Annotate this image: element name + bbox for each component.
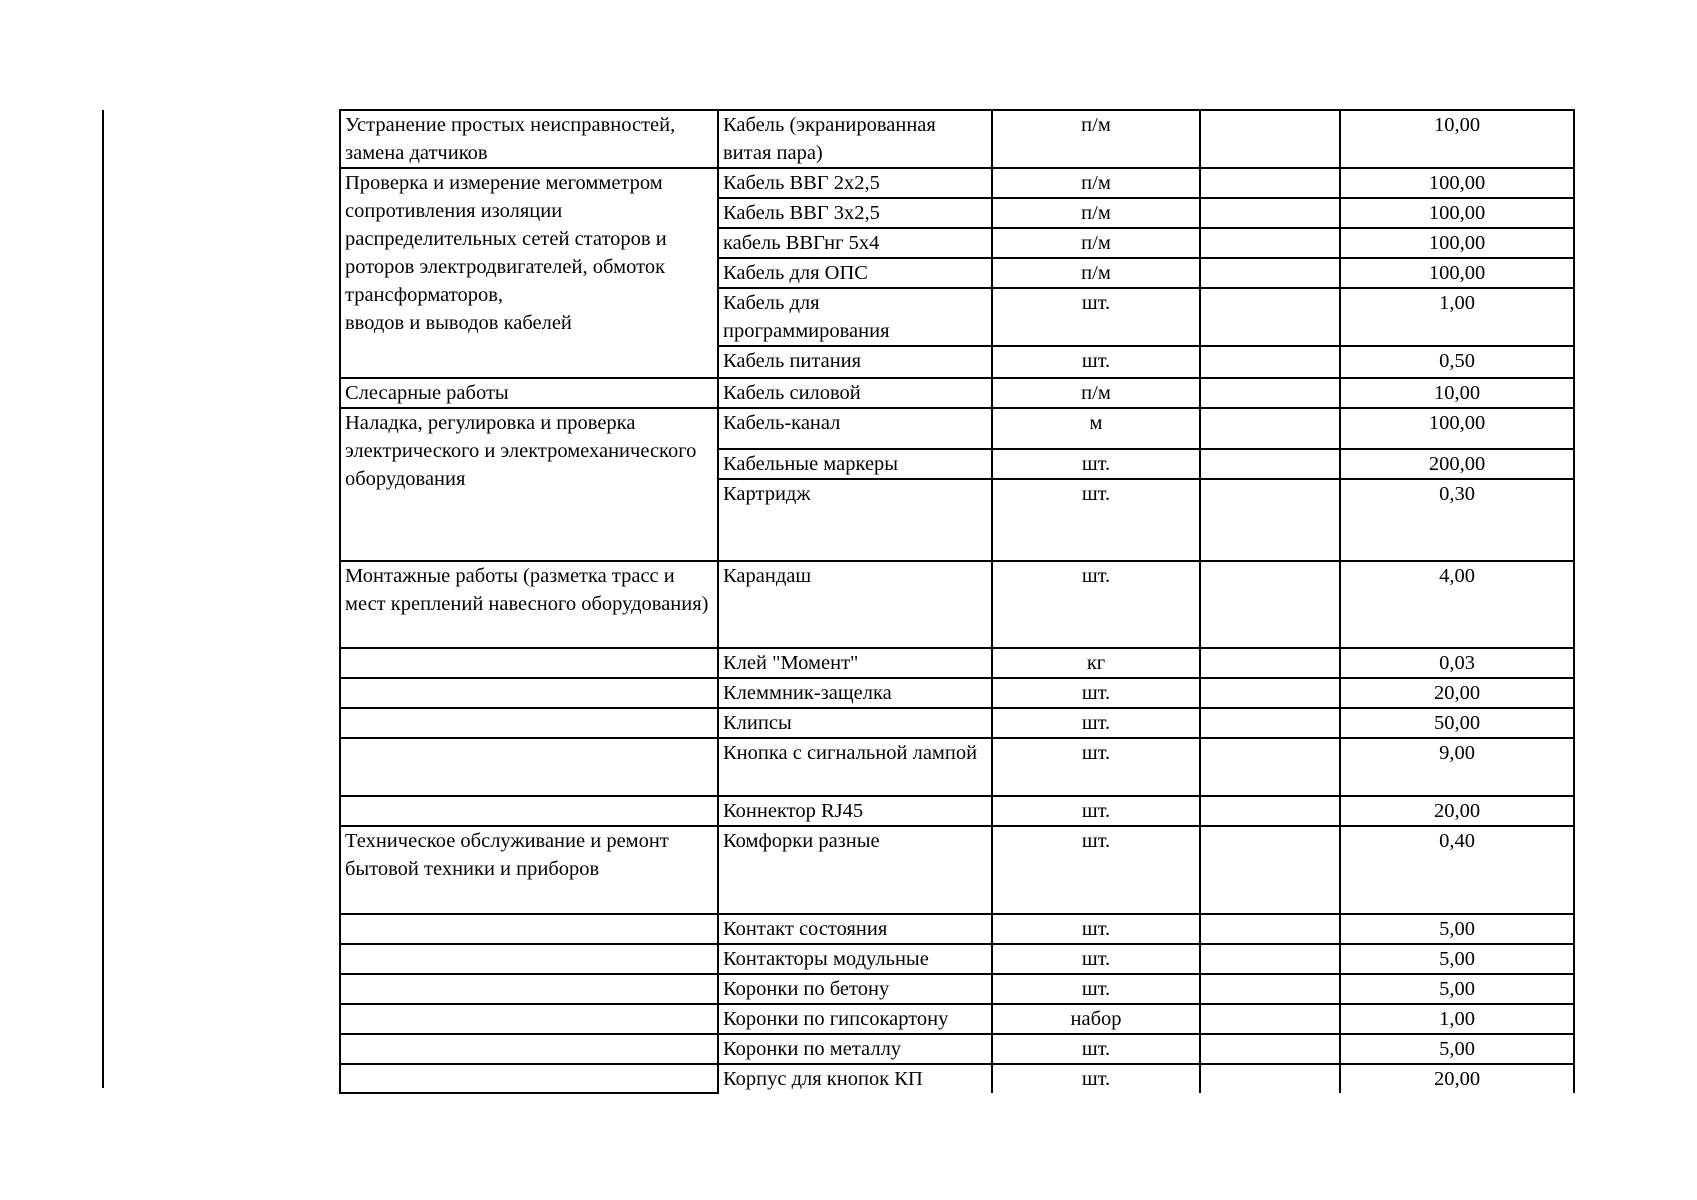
- empty-cell: [1200, 1004, 1340, 1034]
- qty-cell: 100,00: [1340, 228, 1574, 258]
- qty-cell: 0,30: [1340, 479, 1574, 561]
- unit-cell: п/м: [992, 198, 1200, 228]
- empty-cell: [1200, 648, 1340, 678]
- empty-cell: [1200, 738, 1340, 796]
- empty-cell: [1200, 944, 1340, 974]
- empty-cell: [1200, 110, 1340, 168]
- material-cell: Картридж: [718, 479, 992, 561]
- qty-cell: 100,00: [1340, 408, 1574, 449]
- qty-cell: 0,40: [1340, 826, 1574, 914]
- material-cell: Кабель-канал: [718, 408, 992, 449]
- material-cell: Коннектор RJ45: [718, 796, 992, 826]
- empty-cell: [1200, 288, 1340, 346]
- material-cell: Коронки по бетону: [718, 974, 992, 1004]
- qty-cell: 10,00: [1340, 110, 1574, 168]
- qty-cell: 20,00: [1340, 678, 1574, 708]
- table-row: [340, 110, 1574, 168]
- empty-cell: [1200, 708, 1340, 738]
- table-row: [340, 1004, 1574, 1034]
- empty-cell: [1200, 678, 1340, 708]
- work-cell: [340, 1004, 718, 1034]
- empty-cell: [1200, 258, 1340, 288]
- empty-cell: [1200, 228, 1340, 258]
- work-cell: [340, 678, 718, 708]
- qty-cell: 100,00: [1340, 198, 1574, 228]
- unit-cell: п/м: [992, 378, 1200, 408]
- empty-cell: [1200, 561, 1340, 648]
- unit-cell: шт.: [992, 449, 1200, 479]
- unit-cell: шт.: [992, 288, 1200, 346]
- qty-cell: 5,00: [1340, 974, 1574, 1004]
- table-row: [340, 1064, 1574, 1093]
- unit-cell: шт.: [992, 974, 1200, 1004]
- material-cell: Кабель для ОПС: [718, 258, 992, 288]
- qty-cell: 200,00: [1340, 449, 1574, 479]
- unit-cell: м: [992, 408, 1200, 449]
- unit-cell: шт.: [992, 1064, 1200, 1093]
- work-cell: [340, 1064, 718, 1093]
- table-row: [340, 1034, 1574, 1064]
- work-cell: [340, 708, 718, 738]
- unit-cell: шт.: [992, 678, 1200, 708]
- material-cell: Комфорки разные: [718, 826, 992, 914]
- qty-cell: 20,00: [1340, 1064, 1574, 1093]
- material-cell: Коронки по металлу: [718, 1034, 992, 1064]
- unit-cell: шт.: [992, 914, 1200, 944]
- empty-cell: [1200, 408, 1340, 449]
- empty-cell: [1200, 449, 1340, 479]
- empty-cell: [1200, 198, 1340, 228]
- work-cell: Монтажные работы (разметка трасс и мест креплений навесного оборудования): [340, 561, 718, 648]
- unit-cell: шт.: [992, 738, 1200, 796]
- qty-cell: 1,00: [1340, 288, 1574, 346]
- unit-cell: набор: [992, 1004, 1200, 1034]
- table-row: [340, 914, 1574, 944]
- work-cell: [340, 648, 718, 678]
- table-row: [340, 378, 1574, 408]
- table-row: [340, 678, 1574, 708]
- empty-cell: [1200, 378, 1340, 408]
- unit-cell: кг: [992, 648, 1200, 678]
- work-cell: Проверка и измерение мегомметром сопротивления изоляции распределительных сетей статоров и роторов электродвигателей, обмоток трансформаторов, вводов и выводов кабелей: [340, 168, 718, 378]
- table-row: [340, 796, 1574, 826]
- table-row: [340, 561, 1574, 648]
- qty-cell: 5,00: [1340, 1034, 1574, 1064]
- qty-cell: 0,50: [1340, 346, 1574, 378]
- material-cell: Кабель (экранированная витая пара): [718, 110, 992, 168]
- material-cell: Клипсы: [718, 708, 992, 738]
- empty-cell: [1200, 914, 1340, 944]
- unit-cell: п/м: [992, 168, 1200, 198]
- material-cell: Клеммник-защелка: [718, 678, 992, 708]
- unit-cell: шт.: [992, 944, 1200, 974]
- unit-cell: шт.: [992, 479, 1200, 561]
- unit-cell: п/м: [992, 228, 1200, 258]
- unit-cell: шт.: [992, 796, 1200, 826]
- material-cell: Коронки по гипсокартону: [718, 1004, 992, 1034]
- table-row: [340, 648, 1574, 678]
- work-cell: Наладка, регулировка и проверка электрического и электромеханического оборудования: [340, 408, 718, 561]
- empty-cell: [1200, 168, 1340, 198]
- work-cell: [340, 944, 718, 974]
- left-margin-rule: [102, 110, 104, 1088]
- unit-cell: п/м: [992, 258, 1200, 288]
- work-cell: [340, 974, 718, 1004]
- qty-cell: 9,00: [1340, 738, 1574, 796]
- table-row: [340, 708, 1574, 738]
- qty-cell: 1,00: [1340, 1004, 1574, 1034]
- unit-cell: шт.: [992, 708, 1200, 738]
- qty-cell: 5,00: [1340, 944, 1574, 974]
- work-cell: [340, 1034, 718, 1064]
- qty-cell: 5,00: [1340, 914, 1574, 944]
- table-row: [340, 944, 1574, 974]
- unit-cell: п/м: [992, 110, 1200, 168]
- empty-cell: [1200, 479, 1340, 561]
- work-cell: Слесарные работы: [340, 378, 718, 408]
- qty-cell: 20,00: [1340, 796, 1574, 826]
- material-cell: Кабель силовой: [718, 378, 992, 408]
- materials-table: [339, 109, 1575, 1094]
- qty-cell: 100,00: [1340, 258, 1574, 288]
- table-row: [340, 974, 1574, 1004]
- qty-cell: 4,00: [1340, 561, 1574, 648]
- empty-cell: [1200, 346, 1340, 378]
- unit-cell: шт.: [992, 1034, 1200, 1064]
- qty-cell: 50,00: [1340, 708, 1574, 738]
- material-cell: Кабель ВВГ 3х2,5: [718, 198, 992, 228]
- work-cell: [340, 796, 718, 826]
- table-row: [340, 826, 1574, 914]
- material-cell: Контакторы модульные: [718, 944, 992, 974]
- work-cell: [340, 914, 718, 944]
- empty-cell: [1200, 796, 1340, 826]
- material-cell: Кабельные маркеры: [718, 449, 992, 479]
- material-cell: Корпус для кнопок КП: [718, 1064, 992, 1093]
- unit-cell: шт.: [992, 346, 1200, 378]
- unit-cell: шт.: [992, 561, 1200, 648]
- unit-cell: шт.: [992, 826, 1200, 914]
- work-cell: Техническое обслуживание и ремонт бытовой техники и приборов: [340, 826, 718, 914]
- empty-cell: [1200, 1034, 1340, 1064]
- empty-cell: [1200, 974, 1340, 1004]
- qty-cell: 10,00: [1340, 378, 1574, 408]
- table-row: [340, 168, 1574, 198]
- material-cell: Кабель для программирования: [718, 288, 992, 346]
- table-row: [340, 408, 1574, 449]
- material-cell: кабель ВВГнг 5х4: [718, 228, 992, 258]
- empty-cell: [1200, 1064, 1340, 1093]
- empty-cell: [1200, 826, 1340, 914]
- material-cell: Клей "Момент": [718, 648, 992, 678]
- material-cell: Карандаш: [718, 561, 992, 648]
- work-cell: Устранение простых неисправностей, замена датчиков: [340, 110, 718, 168]
- material-cell: Контакт состояния: [718, 914, 992, 944]
- qty-cell: 0,03: [1340, 648, 1574, 678]
- work-cell: [340, 738, 718, 796]
- material-cell: Кнопка с сигнальной лампой: [718, 738, 992, 796]
- material-cell: Кабель питания: [718, 346, 992, 378]
- material-cell: Кабель ВВГ 2х2,5: [718, 168, 992, 198]
- table-row: [340, 738, 1574, 796]
- qty-cell: 100,00: [1340, 168, 1574, 198]
